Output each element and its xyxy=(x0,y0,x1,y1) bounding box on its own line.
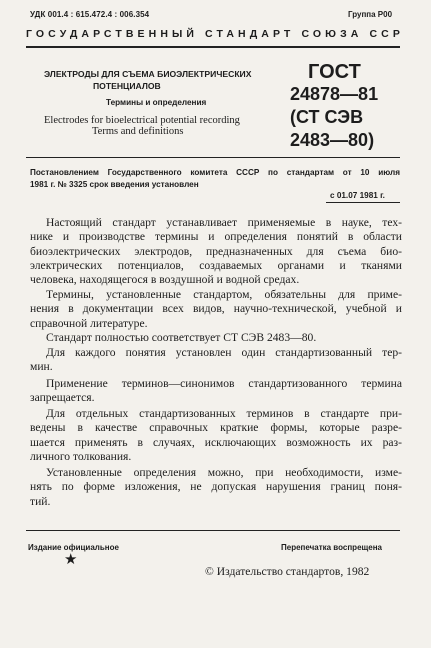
text-line: тий. xyxy=(30,494,51,508)
text-line: нять по форме изложения, не допуская нарушения границ поня- xyxy=(30,480,402,494)
text-line: запрещается. xyxy=(30,391,95,405)
paragraph-7 xyxy=(30,466,402,509)
text-line: мин. xyxy=(30,360,53,374)
st-sev-line1: (СТ СЭВ xyxy=(290,107,364,127)
text-line: справочной литературе. xyxy=(30,316,148,330)
footer-divider xyxy=(26,530,400,531)
text-line: Для каждого понятия установлен один стандартизованный тер- xyxy=(46,346,402,359)
text-line: электрических потенциалов, создаваемых органами и тканями xyxy=(30,258,402,272)
title-ru-subtitle: Термины и определения xyxy=(106,98,207,107)
paragraph-3 xyxy=(30,331,402,345)
text-line: Для отдельных стандартизованных терминов в стандарте при- xyxy=(46,407,402,420)
paragraph-1 xyxy=(30,216,402,287)
text-line: биоэлектрических электродов, предназначенных для съема био- xyxy=(30,244,402,258)
title-en-line2: Terms and definitions xyxy=(92,126,184,137)
title-divider xyxy=(26,157,400,158)
official-edition: Издание официальное xyxy=(28,543,119,552)
reprint-prohibited: Перепечатка воспрещена xyxy=(281,543,382,552)
text-line: ведены в качестве справочных краткие формы, которые разре- xyxy=(30,421,402,435)
text-line: нике и производстве термины и определения понятий в области xyxy=(30,230,402,244)
title-ru-line1: ЭЛЕКТРОДЫ ДЛЯ СЪЕМА БИОЭЛЕКТРИЧЕСКИХ xyxy=(44,69,252,79)
text-line: Настоящий стандарт устанавливает применяемые в науке, тех- xyxy=(46,216,402,229)
header-divider xyxy=(26,46,400,48)
text-line: человека, находящегося в воздушной и водной средах. xyxy=(30,273,300,287)
gost-number: 24878—81 xyxy=(290,84,379,104)
text-line: Термины, установленные стандартом, обязательны для приме- xyxy=(46,288,402,301)
publisher-copyright: © Издательство стандартов, 1982 xyxy=(205,565,370,578)
text-line: нения в документации всех видов, научно-технической, учебной и xyxy=(30,302,402,316)
gost-label: ГОСТ xyxy=(308,61,361,83)
paragraph-2 xyxy=(30,288,402,331)
paragraph-6 xyxy=(30,407,402,464)
title-ru-line2: ПОТЕНЦИАЛОВ xyxy=(93,81,161,91)
text-line: Применение терминов—синонимов стандартизованного термина xyxy=(46,377,402,390)
title-en-line1: Electrodes for bioelectrical potential recording xyxy=(44,115,240,126)
decree-line1: Постановлением Государственного комитета СССР по стандартам от 10 июля xyxy=(30,168,400,177)
star-icon: ★ xyxy=(64,552,78,568)
decree-date-underline xyxy=(326,202,400,203)
text-line: личного толкования. xyxy=(30,449,132,463)
group-code: Группа Р00 xyxy=(348,10,393,19)
text-line: шается применять в случаях, исключающих возможность их раз- xyxy=(30,435,402,449)
standard-banner: ГОСУДАРСТВЕННЫЙ СТАНДАРТ СОЮЗА ССР xyxy=(26,28,404,40)
udk-code: УДК 001.4 : 615.472.4 : 006.354 xyxy=(30,10,150,19)
decree-date: с 01.07 1981 г. xyxy=(330,191,385,200)
paragraph-5 xyxy=(30,377,402,406)
paragraph-4 xyxy=(30,346,402,375)
text-line: Установленные определения можно, при необходимости, изме- xyxy=(46,466,402,479)
decree-line2: 1981 г. № 3325 срок введения установлен xyxy=(30,180,199,189)
text-line: Стандарт полностью соответствует СТ СЭВ 2483—80. xyxy=(46,331,317,344)
st-sev-line2: 2483—80) xyxy=(290,130,375,150)
